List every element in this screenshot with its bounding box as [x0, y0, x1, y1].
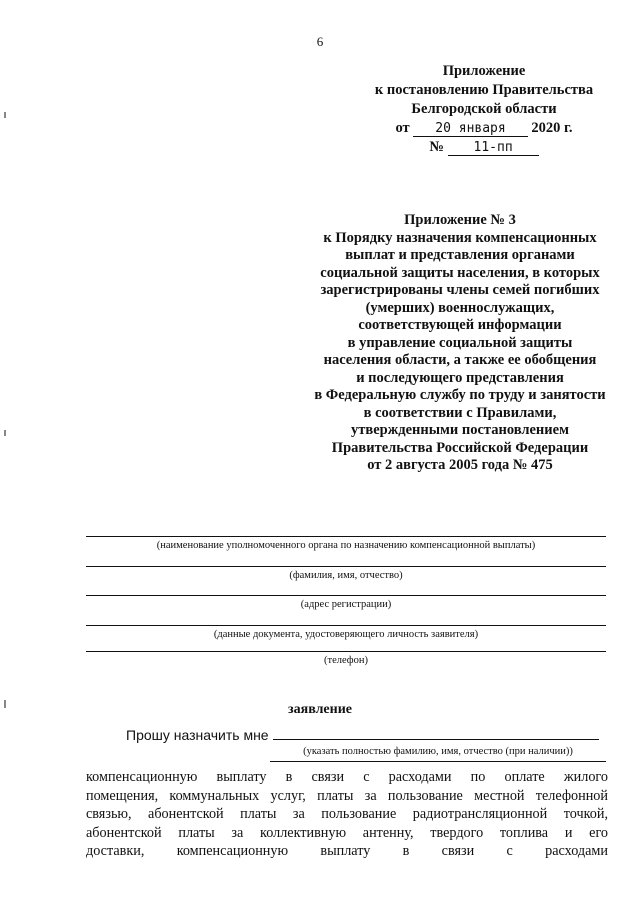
appendix-3-line: в соответствии с Правилами,: [363, 404, 557, 421]
date-suffix: 2020 г.: [531, 120, 573, 136]
appendix-1-title: Приложение: [442, 63, 526, 79]
phone-caption: (телефон): [324, 655, 368, 666]
scan-mark: [4, 112, 6, 118]
appendix-3-line: в управление социальной защиты: [347, 334, 573, 351]
appendix-3-line: и последующего представления: [356, 369, 564, 386]
phone-field[interactable]: [86, 651, 606, 666]
appendix-3-line: населения области, а также ее обобщения: [323, 352, 597, 368]
scan-mark: [4, 430, 6, 436]
request-line: [126, 727, 606, 743]
scan-mark: [4, 700, 6, 708]
appendix-1-number: [344, 138, 624, 157]
body-line: связью, абонентской платы за пользование радиотрансляционной точкой,: [86, 806, 608, 822]
request-name-field[interactable]: [273, 727, 599, 740]
appendix-3-line: соответствующей информации: [358, 317, 562, 333]
appendix-3-line: утвержденными постановлением: [351, 422, 569, 438]
fio-rule: [86, 566, 606, 567]
request-caption: (указать полностью фамилию, имя, отчество (при наличии)): [270, 746, 606, 762]
authority-rule: [86, 536, 606, 537]
body-line: абонентской платы за коллективную антенну, твердого топлива и его: [86, 824, 608, 841]
request-text: Прошу назначить мне: [126, 727, 269, 743]
statement-body: [86, 768, 608, 861]
address-caption: (адрес регистрации): [300, 599, 392, 610]
address-rule: [86, 595, 606, 596]
page-number: 6: [316, 34, 324, 49]
authority-field[interactable]: [86, 536, 606, 551]
fio-field[interactable]: [86, 566, 606, 581]
appendix-3-header: [300, 212, 620, 475]
appendix-3-line: от 2 августа 2005 года № 475: [367, 457, 553, 473]
number-prefix: №: [429, 139, 444, 155]
appendix-3-line: Правительства Российской Федерации: [331, 439, 589, 456]
statement-title: заявление: [288, 702, 352, 717]
fio-caption: (фамилия, имя, отчество): [289, 570, 403, 581]
body-line: помещения, коммунальных услуг, платы за пользование местной телефонной: [86, 787, 608, 804]
appendix-3-line: в Федеральную службу по труду и занятости: [314, 387, 606, 403]
phone-rule: [86, 651, 606, 652]
id-document-field[interactable]: [86, 625, 606, 640]
date-handwritten: 20 января: [413, 121, 527, 137]
appendix-3-line: к Порядку назначения компенсационных: [323, 229, 597, 246]
id-document-rule: [86, 625, 606, 626]
body-line: доставки, компенсационную выплату в связи с расходами: [86, 843, 608, 859]
appendix-1-line2: к постановлению Правительства: [374, 82, 594, 98]
appendix-3-line: зарегистрированы члены семей погибших: [320, 282, 600, 298]
appendix-1-header: [344, 62, 624, 157]
number-handwritten: 11-пп: [448, 140, 539, 156]
appendix-3-line: социальной защиты населения, в которых: [320, 264, 600, 281]
appendix-3-line: выплат и представления органами: [345, 247, 575, 263]
appendix-1-line3: Белгородской области: [411, 101, 557, 117]
appendix-1-date: [344, 119, 624, 138]
address-field[interactable]: [86, 595, 606, 610]
date-prefix: от: [395, 120, 410, 136]
appendix-3-line: Приложение № 3: [404, 212, 516, 228]
id-document-caption: (данные документа, удостоверяющего личность заявителя): [213, 629, 479, 640]
authority-caption: (наименование уполномоченного органа по назначению компенсационной выплаты): [156, 540, 536, 551]
appendix-3-line: (умерших) военнослужащих,: [365, 299, 555, 316]
body-line: компенсационную выплату в связи с расходами по оплате жилого: [86, 769, 608, 785]
